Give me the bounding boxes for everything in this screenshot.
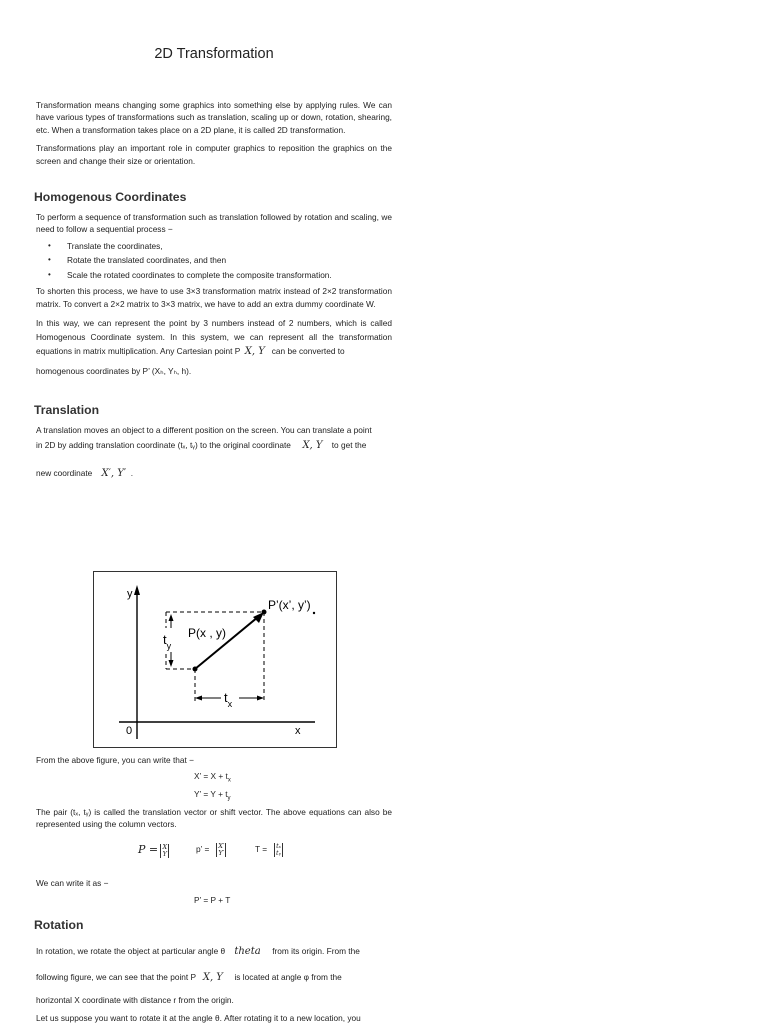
equation-x-prime [194, 771, 231, 784]
vector-p-top: X [162, 842, 168, 851]
write-as-text: We can write it as − [36, 878, 109, 888]
pair-paragraph: The pair (tₓ, tᵧ) is called the translation vector or shift vector. The above equations can also be represented using the column vectors. [36, 807, 392, 830]
point-p-prime-dot [262, 610, 267, 615]
rotation-line-4: Let us suppose you want to rotate it at the angle θ. After rotating it to a new location, you [36, 1013, 361, 1023]
vector-t-label: T = [255, 844, 268, 855]
intro-section [36, 99, 392, 173]
translation-line-1: A translation moves an object to a different position on the screen. You can translate a point [36, 425, 372, 435]
homogenous-paragraph-3 [36, 316, 392, 359]
math-xprime-yprime: X′, Y′ [101, 468, 127, 479]
rotation-line-2-b: is located at angle φ from the [234, 972, 342, 982]
translation-line-2-a: in 2D by adding translation coordinate (tₓ, tᵧ) to the original coordinate [36, 440, 291, 450]
math-xy: X, Y [244, 346, 265, 358]
vector-p-prime [196, 843, 226, 857]
rotation-line-2 [36, 972, 342, 983]
rotation-line-1-b: from its origin. From the [272, 946, 360, 956]
point-p-dot [193, 667, 198, 672]
homogenous-section [36, 211, 392, 384]
translation-line-3 [36, 468, 133, 479]
vector-p-matrix [160, 844, 169, 858]
point-p-label: P(x , y) [188, 626, 226, 640]
vector-t-bottom: tᵧ [276, 849, 282, 857]
vector-p-prime-matrix [216, 843, 226, 857]
homogenous-paragraph-1: To perform a sequence of transformation such as translation followed by rotation and scaling, we need to follow a sequential process − [36, 212, 392, 235]
vector-t-matrix [274, 843, 283, 857]
x-axis-label: x [295, 725, 301, 737]
translation-line-3-a: new coordinate [36, 468, 93, 478]
intro-paragraph-2: Transformations play an important role in computer graphics to reposition the graphics on the screen and change their size or orientation. [36, 143, 392, 166]
page-title: 2D Transformation [154, 46, 274, 62]
translation-line-3-b: . [130, 468, 134, 478]
heading-homogenous: Homogenous Coordinates [34, 190, 187, 204]
rotation-line-1-a: In rotation, we rotate the object at particular angle θ [36, 946, 226, 956]
translation-figure [93, 571, 337, 748]
eq1-text: X’ = X + t [194, 771, 228, 781]
tx-label-t: t [224, 690, 228, 705]
final-equation: P’ = P + T [194, 895, 231, 905]
point-p-prime-label: P’(x’, y’) [268, 598, 311, 612]
vector-p-prime-bottom: Y′ [218, 849, 225, 857]
math-xy: X, Y [202, 972, 223, 983]
vector-p-prime-top: X′ [218, 842, 225, 850]
vector-t-top: tₓ [276, 842, 281, 850]
p3-text-a: In this way, we can represent the point by 3 numbers instead of 2 numbers, which is called Homogenous Coordinate system. In this system, we can represent all the transformation equations in matrix multiplication. Any Cartesian point P [36, 318, 392, 357]
heading-rotation: Rotation [34, 918, 84, 932]
eq2-text: Y’ = Y + t [194, 789, 228, 799]
rotation-line-3: horizontal X coordinate with distance r from the origin. [36, 995, 234, 1005]
vector-p [138, 843, 169, 858]
ty-label-t: t [163, 632, 167, 647]
eq1-sub: x [227, 777, 231, 784]
stray-dot [313, 612, 315, 614]
tx-label-sub: x [227, 699, 233, 709]
translation-line-2-b: to get the [331, 440, 367, 450]
homogenous-bullet-list [36, 239, 392, 283]
y-axis-label: y [127, 588, 133, 600]
from-figure-text: From the above figure, you can write that − [36, 755, 194, 765]
homogenous-paragraph-2: To shorten this process, we have to use 3×3 transformation matrix instead of 2×2 transformation matrix. To convert a 2×2 matrix to 3×3 matrix, we have to add an extra dummy coordinate W. [36, 286, 392, 309]
origin-label: 0 [126, 725, 133, 737]
vector-t [255, 843, 283, 857]
eq2-sub: y [227, 795, 231, 802]
vector-p-prime-label: p’ = [196, 844, 210, 855]
vector-p-bottom: Y [162, 849, 167, 858]
math-theta: theta [234, 946, 261, 957]
vector-p-label: P = [138, 843, 159, 856]
rotation-line-1 [36, 946, 360, 957]
math-xy: X, Y [302, 440, 323, 451]
p3-text-b: can be converted to [271, 346, 345, 357]
equation-y-prime [194, 789, 231, 802]
heading-translation: Translation [34, 403, 100, 417]
rotation-line-2-a: following figure, we can see that the point P [36, 972, 196, 982]
translation-line-2 [36, 440, 366, 451]
homogenous-paragraph-3-end: homogenous coordinates by P’ (Xₕ, Yₕ, h). [36, 366, 192, 377]
bullet-item: • Scale the rotated coordinates to complete the composite transformation. [36, 268, 392, 283]
bullet-item: • Translate the coordinates, [36, 239, 392, 254]
ty-label-sub: y [166, 641, 172, 651]
translation-vector-section [36, 806, 392, 837]
bullet-item: • Rotate the translated coordinates, and then [36, 253, 392, 268]
intro-paragraph-1: Transformation means changing some graphics into something else by applying rules. We can have various types of transformations such as translation, scaling up or down, rotation, shearing, etc. When a transformation takes place on a 2D plane, it is called 2D transformation. [36, 100, 392, 135]
